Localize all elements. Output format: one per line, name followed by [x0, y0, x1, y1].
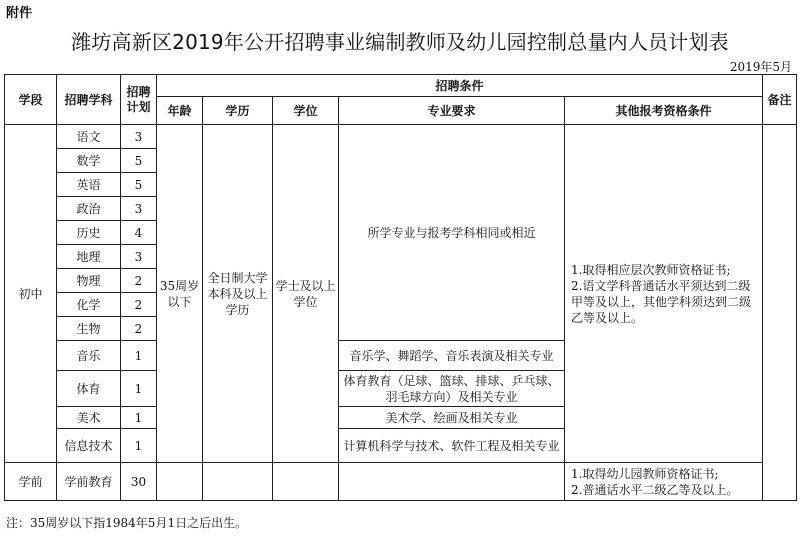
- stage-preschool: 学前: [5, 463, 57, 501]
- major-general: 所学专业与报考学科相同或相近: [339, 125, 565, 341]
- header-age: 年龄: [157, 97, 203, 125]
- header-major: 专业要求: [339, 97, 565, 125]
- subject-cell: 数学: [57, 149, 121, 173]
- document-date: 2019年5月: [729, 60, 792, 74]
- subject-cell: 地理: [57, 245, 121, 269]
- remark-cell: [763, 125, 797, 501]
- subject-cell: 学前教育: [57, 463, 121, 501]
- stage-junior: 初中: [5, 125, 57, 463]
- plan-cell: 1: [121, 371, 157, 407]
- page-title: 潍坊高新区2019年公开招聘事业编制教师及幼儿园控制总量内人员计划表: [71, 30, 729, 54]
- plan-cell: 1: [121, 341, 157, 371]
- subject-cell: 历史: [57, 221, 121, 245]
- plan-cell: 1: [121, 407, 157, 429]
- header-stage: 学段: [5, 75, 57, 125]
- junior-degree: 学士及以上学位: [273, 125, 339, 463]
- subject-cell: 政治: [57, 197, 121, 221]
- subject-cell: 信息技术: [57, 429, 121, 463]
- plan-cell: 4: [121, 221, 157, 245]
- header-education: 学历: [203, 97, 273, 125]
- junior-other-conditions: 1.取得相应层次教师资格证书; 2.语文学科普通话水平须达到二级甲等及以上，其他学科须达到二级乙等及以上。: [565, 125, 763, 463]
- plan-cell: 2: [121, 269, 157, 293]
- preschool-age: [157, 463, 203, 501]
- recruitment-plan-table: [4, 74, 797, 501]
- plan-cell: 30: [121, 463, 157, 501]
- subject-cell: 音乐: [57, 341, 121, 371]
- subject-cell: 美术: [57, 407, 121, 429]
- plan-cell: 2: [121, 293, 157, 317]
- header-degree: 学位: [273, 97, 339, 125]
- plan-cell: 3: [121, 125, 157, 149]
- major-it: 计算机科学与技术、软件工程及相关专业: [339, 429, 565, 463]
- plan-cell: 1: [121, 429, 157, 463]
- junior-age: 35周岁以下: [157, 125, 203, 463]
- attachment-label: 附件: [6, 6, 33, 21]
- preschool-education: [203, 463, 273, 501]
- subject-cell: 英语: [57, 173, 121, 197]
- subject-cell: 体育: [57, 371, 121, 407]
- junior-education: 全日制大学本科及以上学历: [203, 125, 273, 463]
- header-subject: 招聘学科: [57, 75, 121, 125]
- plan-cell: 5: [121, 173, 157, 197]
- header-conditions: 招聘条件: [157, 75, 763, 97]
- preschool-degree: [273, 463, 339, 501]
- subject-cell: 物理: [57, 269, 121, 293]
- plan-cell: 5: [121, 149, 157, 173]
- major-music: 音乐学、舞蹈学、音乐表演及相关专业: [339, 341, 565, 371]
- preschool-major: [339, 463, 565, 501]
- plan-cell: 3: [121, 197, 157, 221]
- header-other: 其他报考资格条件: [565, 97, 763, 125]
- major-art: 美术学、绘画及相关专业: [339, 407, 565, 429]
- subject-cell: 语文: [57, 125, 121, 149]
- subject-cell: 化学: [57, 293, 121, 317]
- footnote: 注：35周岁以下指1984年5月1日之后出生。: [6, 516, 248, 530]
- header-plan: 招聘计划: [121, 75, 157, 125]
- preschool-other-conditions: 1.取得幼儿园教师资格证书; 2.普通话水平二级乙等及以上。: [565, 463, 763, 501]
- header-remark: 备注: [763, 75, 797, 125]
- subject-cell: 生物: [57, 317, 121, 341]
- plan-cell: 3: [121, 245, 157, 269]
- major-pe: 体育教育（足球、篮球、排球、乒乓球、羽毛球方向）及相关专业: [339, 371, 565, 407]
- plan-cell: 2: [121, 317, 157, 341]
